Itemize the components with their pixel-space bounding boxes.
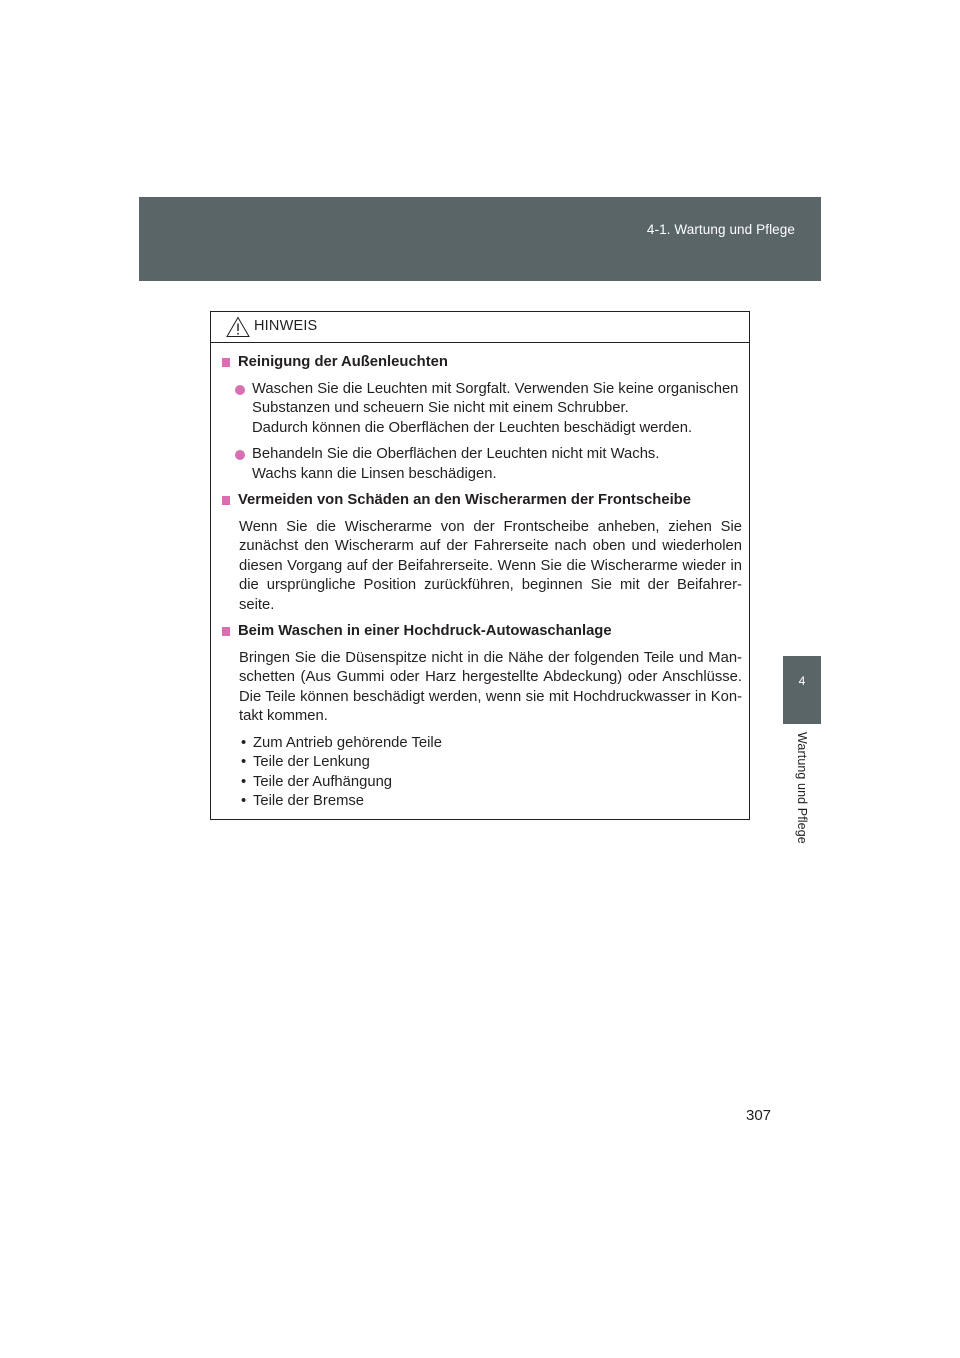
notice-box: [210, 311, 750, 820]
list-item: • Teile der Aufhängung: [239, 773, 742, 793]
round-bullet-icon: [235, 450, 245, 460]
header-band: [139, 197, 821, 281]
section-paragraph: Bringen Sie die Düsenspitze nicht in die Nähe der folgenden Teile und Man-schetten (Aus Gummi oder Harz hergestellte Abdeckung) oder Anschlüsse. Die Teile können beschädigt werden, wenn sie mit Hochdruckwasser in Kon-takt kommen.: [239, 649, 742, 724]
square-bullet-icon: [222, 358, 230, 367]
notice-body: [211, 343, 749, 812]
warning-triangle-icon: [226, 316, 250, 338]
square-bullet-icon: [222, 496, 230, 505]
bullet-item: Behandeln Sie die Oberflächen der Leuchten nicht mit Wachs. Wachs kann die Linsen beschädigen.: [232, 445, 742, 484]
round-bullet-icon: [235, 385, 245, 395]
section-heading: Beim Waschen in einer Hochdruck-Autowaschanlage: [220, 622, 742, 642]
parts-list: [239, 734, 742, 812]
section-title: 4-1. Wartung und Pflege: [646, 222, 795, 237]
list-item: • Teile der Bremse: [239, 792, 742, 812]
notice-header: [211, 312, 749, 343]
page-number: 307: [746, 1107, 772, 1124]
chapter-label: [783, 732, 821, 867]
bullet-item: Waschen Sie die Leuchten mit Sorgfalt. Verwenden Sie keine organischen Substanzen und scheuern Sie nicht mit einem Schrubber. Dadurch können die Oberflächen der Leuchten beschädigt werden.: [232, 380, 742, 439]
square-bullet-icon: [222, 627, 230, 636]
section-heading: Reinigung der Außenleuchten: [220, 353, 742, 373]
section-paragraph: Wenn Sie die Wischerarme von der Frontscheibe anheben, ziehen Sie zunächst den Wischerarm auf der Fahrerseite nach oben und wiederholen diesen Vorgang auf der Beifahrerseite. Wenn Sie die Wischerarme wieder in die ursprüngliche Position zurückführen, beginnen Sie mit der Beifahrer-seite.: [239, 518, 742, 613]
section-heading: Vermeiden von Schäden an den Wischerarmen der Frontscheibe: [220, 491, 742, 511]
list-item: • Zum Antrieb gehörende Teile: [239, 734, 742, 754]
chapter-number: 4: [798, 674, 806, 688]
chapter-label-text: Wartung und Pflege: [795, 732, 809, 844]
list-item: • Teile der Lenkung: [239, 753, 742, 773]
notice-title: HINWEIS: [254, 318, 318, 334]
chapter-tab[interactable]: [783, 656, 821, 724]
